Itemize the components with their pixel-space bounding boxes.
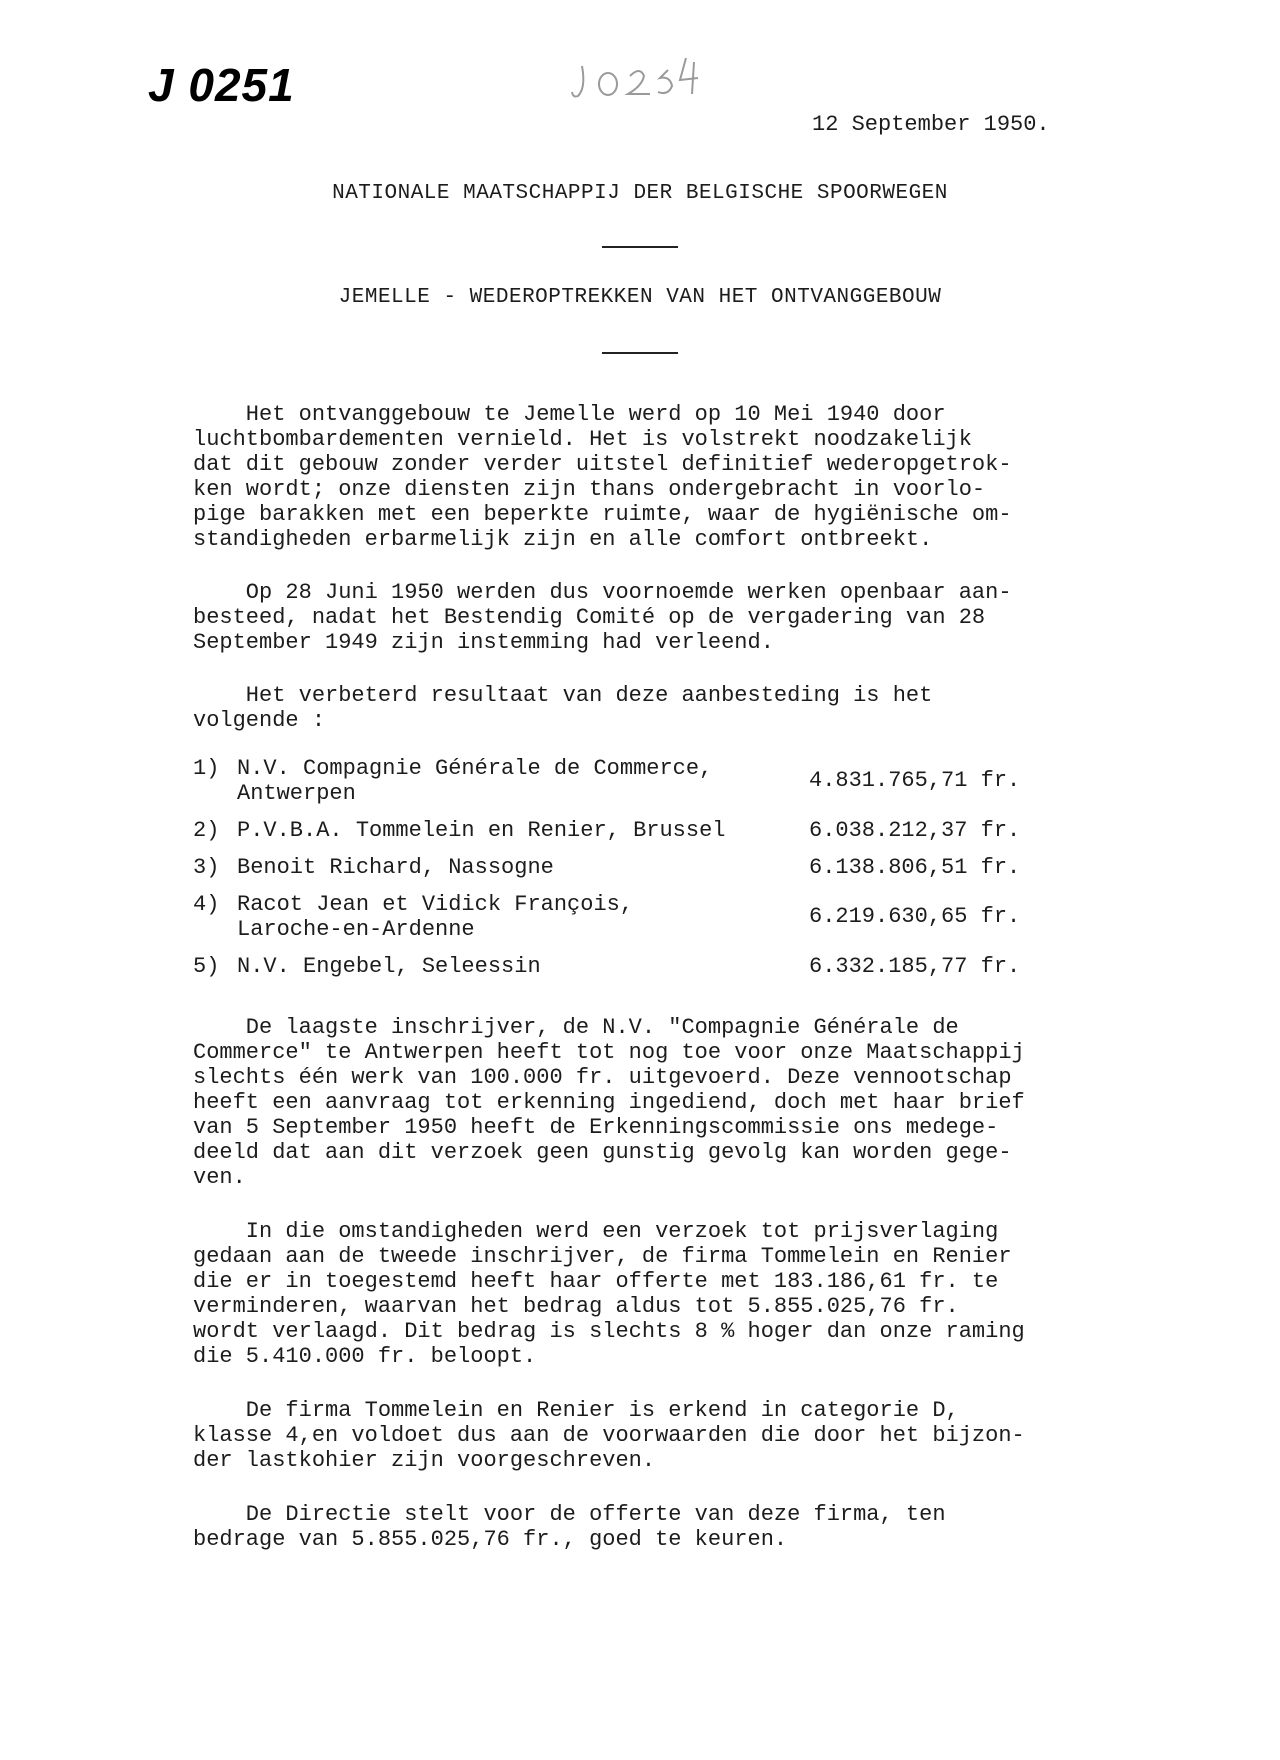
bid-number: 3)	[193, 855, 220, 880]
paragraph-price-reduction: In die omstandigheden werd een verzoek tot prijsverlaging gedaan aan de tweede inschrijver, de firma Tommelein en Renier die er in toegestemd heeft haar offerte met 183.186,61 fr. te verminderen, waarvan het bedrag aldus tot 5.855.025,76 fr. wordt verlaagd. Dit bedrag is slechts 8 % hoger dan onze raming die 5.410.000 fr. beloopt.	[193, 1219, 1025, 1369]
bid-number: 2)	[193, 818, 220, 843]
document-heading: NATIONALE MAATSCHAPPIJ DER BELGISCHE SPOORWEGEN	[332, 182, 948, 205]
paragraph-tender: Op 28 Juni 1950 werden dus voornoemde werken openbaar aan- besteed, nadat het Bestendig Comité op de vergadering van 28 September 1949 zijn instemming had verleend.	[193, 580, 1012, 655]
bid-amount: 6.038.212,37 fr.	[809, 818, 1021, 843]
paragraph-result-intro: Het verbeterd resultaat van deze aanbesteding is het volgende :	[193, 683, 933, 733]
subheading-divider	[602, 352, 678, 354]
bid-item	[193, 954, 1093, 984]
archive-stamp: J 0251	[148, 59, 295, 111]
bid-item	[193, 892, 1093, 954]
heading-divider	[602, 246, 678, 248]
paragraph-proposal: De Directie stelt voor de offerte van deze firma, ten bedrage van 5.855.025,76 fr., goed te keuren.	[193, 1502, 946, 1552]
bid-item	[193, 855, 1093, 892]
bid-amount: 6.138.806,51 fr.	[809, 855, 1021, 880]
bid-amount: 6.219.630,65 fr.	[809, 904, 1021, 929]
bid-item	[193, 818, 1093, 855]
paragraph-context: Het ontvanggebouw te Jemelle werd op 10 Mei 1940 door luchtbombardementen vernield. Het is volstrekt noodzakelijk dat dit gebouw zonder verder uitstel definitief wederopgetrok- ken wordt; onze diensten zijn thans ondergebracht in voorlo- pige barakken met een beperkte ruimte, waar de hygiënische om- standigheden erbarmelijk zijn en alle comfort ontbreekt.	[193, 402, 1012, 552]
bidder-name: N.V. Compagnie Générale de Commerce, Antwerpen	[237, 756, 713, 806]
bid-number: 5)	[193, 954, 220, 979]
bid-amount: 4.831.765,71 fr.	[809, 768, 1021, 793]
bidder-name: Racot Jean et Vidick François, Laroche-en-Ardenne	[237, 892, 634, 942]
handwritten-reference	[570, 48, 750, 108]
bid-item	[193, 756, 1093, 818]
bid-list	[193, 756, 1093, 984]
bidder-name: P.V.B.A. Tommelein en Renier, Brussel	[237, 818, 726, 843]
bid-number: 4)	[193, 892, 220, 917]
bidder-name: Benoit Richard, Nassogne	[237, 855, 554, 880]
paragraph-lowest-bidder: De laagste inschrijver, de N.V. "Compagnie Générale de Commerce" te Antwerpen heeft tot nog toe voor onze Maatschappij slechts één werk van 100.000 fr. uitgevoerd. Deze vennootschap heeft een aanvraag tot erkenning ingediend, doch met haar brief van 5 September 1950 heeft de Erkenningscommissie ons medege- deeld dat aan dit verzoek geen gunstig gevolg kan worden gege- ven.	[193, 1015, 1025, 1190]
paragraph-accreditation: De firma Tommelein en Renier is erkend in categorie D, klasse 4,en voldoet dus aan de voorwaarden die door het bijzon- der lastkohier zijn voorgeschreven.	[193, 1398, 1025, 1473]
document-subheading: JEMELLE - WEDEROPTREKKEN VAN HET ONTVANGGEBOUW	[338, 286, 942, 309]
bid-amount: 6.332.185,77 fr.	[809, 954, 1021, 979]
bid-number: 1)	[193, 756, 220, 781]
bidder-name: N.V. Engebel, Seleessin	[237, 954, 541, 979]
document-date: 12 September 1950.	[812, 112, 1050, 137]
